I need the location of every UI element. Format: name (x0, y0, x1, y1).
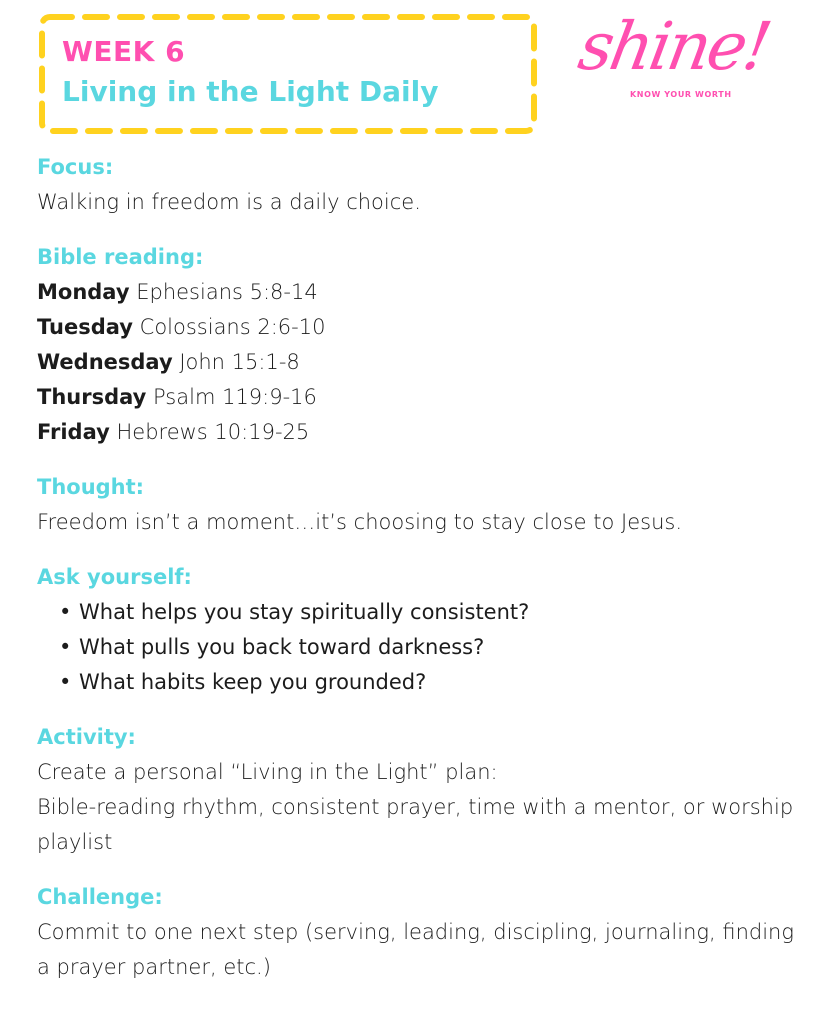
thought-heading: Thought: (37, 475, 145, 499)
dashed-border (38, 13, 538, 135)
challenge-text: Commit to one next step (serving, leading, discipling, journaling, finding a prayer partner, etc.) (37, 920, 794, 979)
list-item: • What helps you stay spiritually consistent? (59, 595, 797, 630)
logo-tagline: KNOW YOUR WORTH (630, 90, 732, 99)
focus-heading: Focus: (37, 155, 114, 179)
list-item: • What pulls you back toward darkness? (59, 630, 797, 665)
reading-thursday: Thursday Psalm 119:9-16 (37, 385, 317, 409)
reading-friday: Friday Hebrews 10:19-25 (37, 420, 310, 444)
challenge-heading: Challenge: (37, 885, 163, 909)
ask-yourself-heading: Ask yourself: (37, 565, 192, 589)
bible-reading-heading: Bible reading: (37, 245, 204, 269)
activity-text-2: Bible-reading rhythm, consistent prayer, time with a mentor, or worship playlist (37, 795, 794, 854)
page-title: Living in the Light Daily (62, 75, 439, 108)
reading-monday: Monday Ephesians 5:8-14 (37, 280, 318, 304)
reading-tuesday: Tuesday Colossians 2:6-10 (37, 315, 326, 339)
activity-text-1: Create a personal “Living in the Light” plan: (37, 760, 498, 784)
activity-heading: Activity: (37, 725, 136, 749)
reading-wednesday: Wednesday John 15:1-8 (37, 350, 300, 374)
list-item: • What habits keep you grounded? (59, 665, 797, 700)
thought-text: Freedom isn’t a moment…it’s choosing to stay close to Jesus. (37, 510, 682, 534)
week-label: WEEK 6 (62, 35, 186, 68)
lesson-content (37, 150, 797, 985)
focus-text: Walking in freedom is a daily choice. (37, 190, 421, 214)
logo-script: shine! (573, 8, 775, 85)
week-title-box (38, 13, 538, 135)
shine-logo (573, 8, 780, 104)
ask-yourself-list (37, 595, 797, 700)
